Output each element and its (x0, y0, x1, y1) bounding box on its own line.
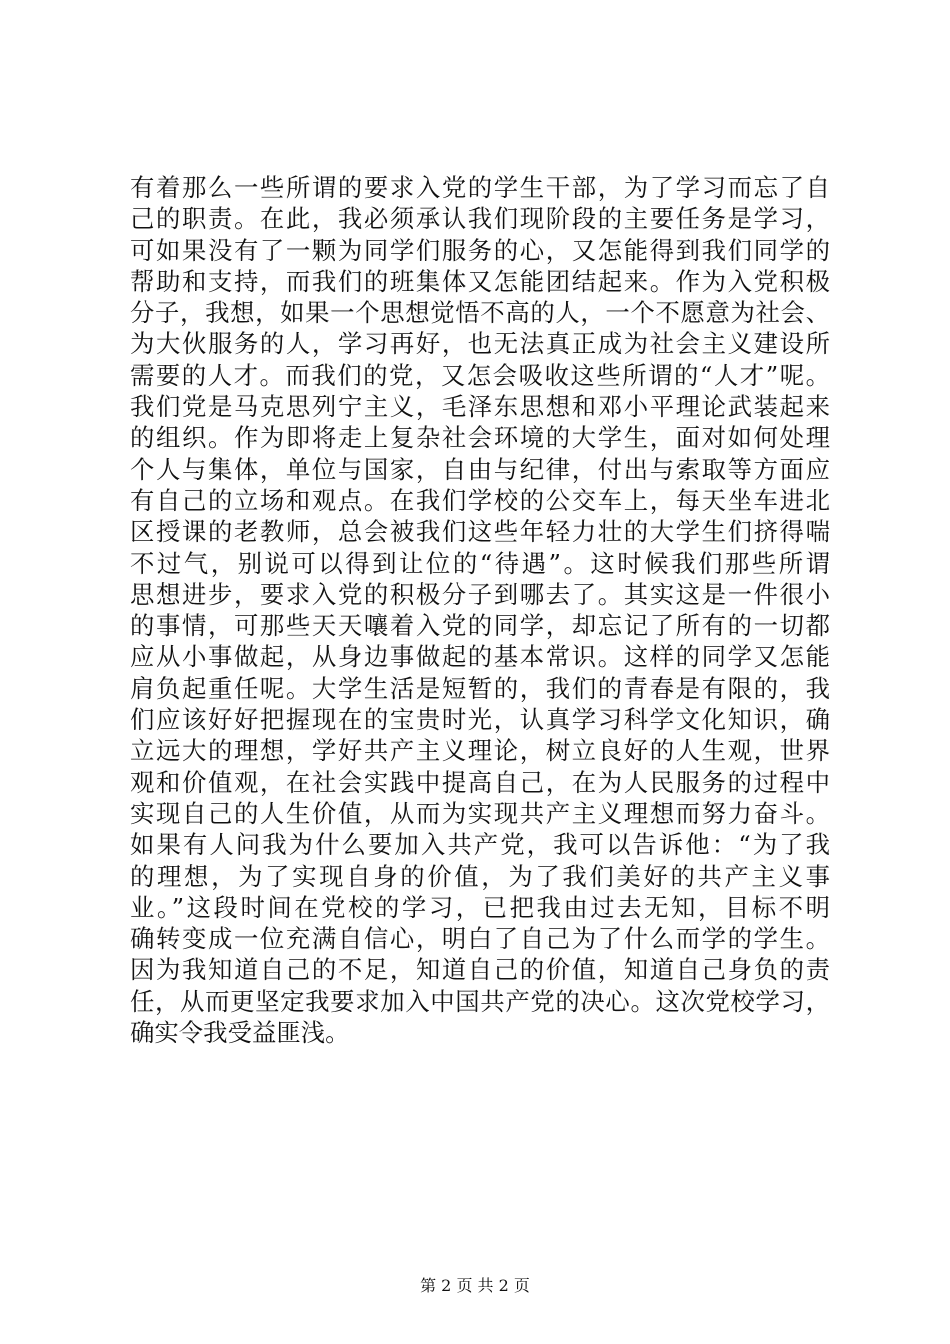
text-line: 观和价值观，在社会实践中提高自己，在为人民服务的过程中 (130, 767, 830, 797)
text-line: 帮助和支持，而我们的班集体又怎能团结起来。作为入党积极 (130, 266, 830, 296)
text-line: 可如果没有了一颗为同学们服务的心，又怎能得到我们同学的 (130, 235, 830, 265)
text-line: 个人与集体，单位与国家，自由与纪律，付出与索取等方面应 (130, 454, 830, 484)
text-line: 的理想，为了实现自身的价值，为了我们美好的共产主义事 (130, 861, 830, 891)
text-line: 业。”这段时间在党校的学习，已把我由过去无知，目标不明 (130, 892, 830, 922)
body-paragraph (130, 172, 830, 1048)
text-line: 确转变成一位充满自信心，明白了自己为了什么而学的学生。 (130, 924, 830, 954)
text-line: 有自己的立场和观点。在我们学校的公交车上，每天坐车进北 (130, 485, 830, 515)
text-line-last: 确实令我受益匪浅。 (130, 1018, 350, 1048)
text-line: 不过气，别说可以得到让位的“待遇”。这时候我们那些所谓 (130, 548, 830, 578)
text-line: 需要的人才。而我们的党，又怎会吸收这些所谓的“人才”呢。 (130, 360, 830, 390)
text-line: 如果有人问我为什么要加入共产党，我可以告诉他：“为了我 (130, 830, 830, 860)
text-line: 立远大的理想，学好共产主义理论，树立良好的人生观，世界 (130, 736, 830, 766)
text-line: 因为我知道自己的不足，知道自己的价值，知道自己身负的责 (130, 955, 830, 985)
text-line: 任，从而更坚定我要求加入中国共产党的决心。这次党校学习， (130, 986, 830, 1016)
text-line: 己的职责。在此，我必须承认我们现阶段的主要任务是学习， (130, 204, 830, 234)
text-line: 有着那么一些所谓的要求入党的学生干部，为了学习而忘了自 (130, 173, 830, 202)
text-line: 区授课的老教师，总会被我们这些年轻力壮的大学生们挤得喘 (130, 517, 830, 547)
text-line: 们应该好好把握现在的宝贵时光，认真学习科学文化知识，确 (130, 705, 830, 735)
text-line: 思想进步，要求入党的积极分子到哪去了。其实这是一件很小 (130, 579, 830, 609)
text-line: 应从小事做起，从身边事做起的基本常识。这样的同学又怎能 (130, 642, 830, 672)
page-number-footer: 第 2 页 共 2 页 (420, 1276, 530, 1295)
text-line: 肩负起重任呢。大学生活是短暂的，我们的青春是有限的，我 (130, 673, 830, 703)
text-line: 为大伙服务的人，学习再好，也无法真正成为社会主义建设所 (130, 329, 830, 359)
text-line: 分子，我想，如果一个思想觉悟不高的人，一个不愿意为社会、 (130, 298, 830, 328)
text-line: 的事情，可那些天天嚷着入党的同学，却忘记了所有的一切都 (130, 611, 830, 641)
text-line: 的组织。作为即将走上复杂社会环境的大学生，面对如何处理 (130, 423, 830, 453)
text-line: 我们党是马克思列宁主义，毛泽东思想和邓小平理论武装起来 (130, 392, 830, 422)
text-line: 实现自己的人生价值，从而为实现共产主义理想而努力奋斗。 (130, 798, 830, 828)
